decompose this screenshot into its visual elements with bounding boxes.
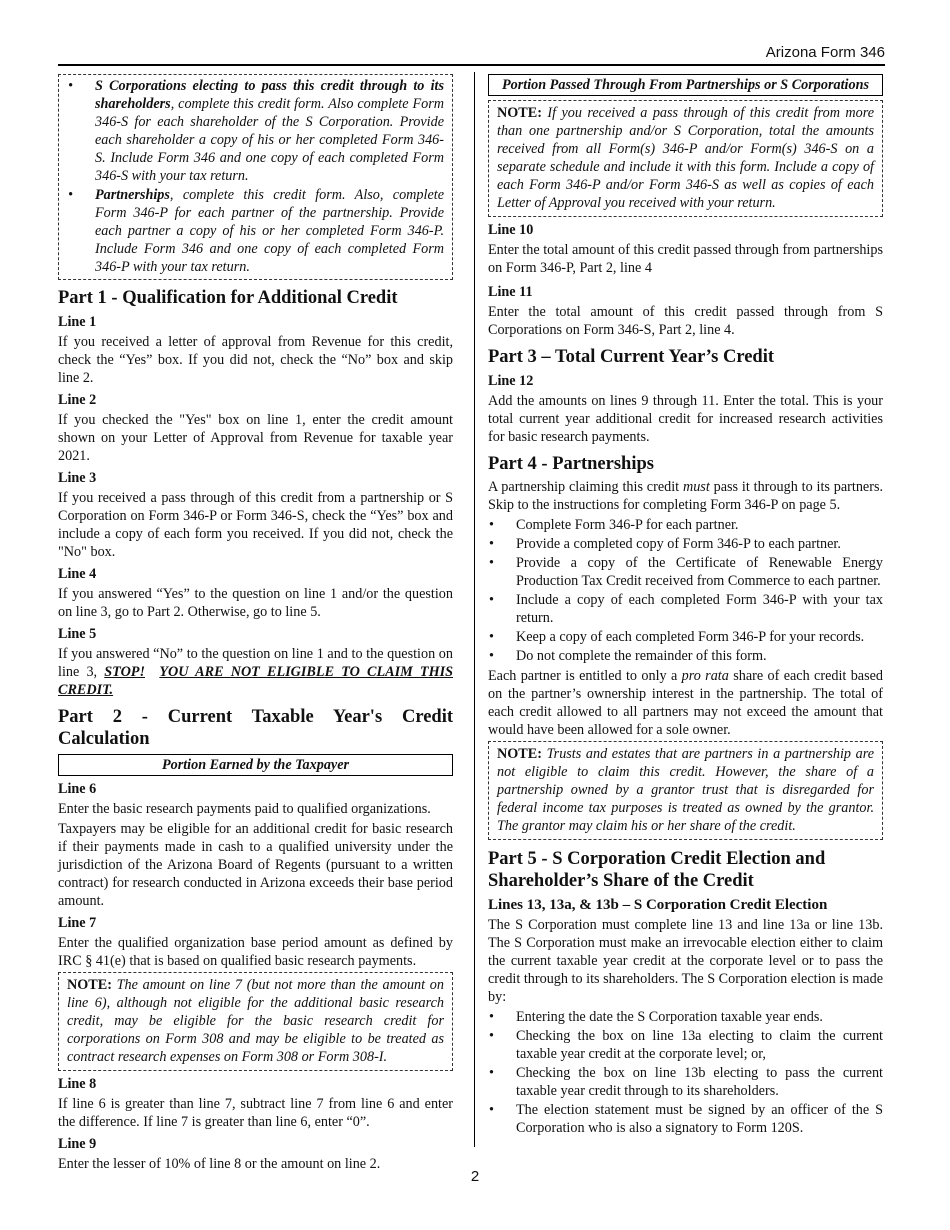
line8-text: If line 6 is greater than line 7, subtract line 7 from line 6 and enter the difference. If line 7 is greater than line 6, enter “0”. xyxy=(58,1096,453,1130)
line2-heading: Line 2 xyxy=(58,392,97,408)
note-text: Trusts and estates that are partners in a partnership are not eligible to claim this credit. However, the share of a partnership owned by a grantor trust that is disregarded for federal income tax purposes is treated as owned by the grantor. The grantor may claim his or her share of the credit. xyxy=(497,746,874,834)
part3-title: Part 3 – Total Current Year’s Credit xyxy=(488,347,775,367)
right-column xyxy=(488,74,883,1139)
list-item: • S Corporations electing to pass this credit through to its shareholders, complete this credit form. Also complete Form 346-S for each shareholder of the S Corporation. Provide each shareholder a copy of his or her completed Form 346-S. Include Form 346 and one copy of each completed Form 346-S with your tax return. xyxy=(67,77,444,185)
left-column xyxy=(58,74,453,1175)
list-item: • Do not complete the remainder of this form. xyxy=(488,647,883,665)
list-item: • Keep a copy of each completed Form 346-P for your records. xyxy=(488,628,883,646)
intro-bullet-list xyxy=(67,77,444,276)
line5-text: If you answered “No” to the question on line 1 and to the question on line 3, STOP! YOU ARE NOT ELIGIBLE TO CLAIM THIS CREDIT. xyxy=(58,646,454,698)
line12-heading: Line 12 xyxy=(488,373,534,389)
not-eligible-warning: YOU ARE NOT ELIGIBLE TO CLAIM THIS CREDIT. xyxy=(58,664,454,698)
line2-text: If you checked the "Yes" box on line 1, enter the credit amount shown on your Letter of Approval from Revenue for taxable year 2021. xyxy=(58,412,453,464)
line11-text: Enter the total amount of this credit passed through from S Corporations on Form 346-S, Part 2, line 4. xyxy=(488,304,883,338)
line5-heading: Line 5 xyxy=(58,626,97,642)
note-text: The amount on line 7 (but not more than the amount on line 6), although not eligible for the additional basic research credit, may be eligible for the basic research credit for corporations on Form 308 and may be eligible to be treated as contract research expenses on Form 308 or Form 308-I. xyxy=(67,977,444,1065)
portion-passed-banner: Portion Passed Through From Partnerships or S Corporations xyxy=(488,74,883,96)
line3-heading: Line 3 xyxy=(58,470,97,486)
form-title-header: Arizona Form 346 xyxy=(765,44,885,61)
list-item: • Complete Form 346-P for each partner. xyxy=(488,516,883,534)
page-number: 2 xyxy=(470,1168,480,1185)
list-item: • The election statement must be signed by an officer of the S Corporation who is also a signatory to Form 120S. xyxy=(488,1101,883,1137)
line9-text: Enter the lesser of 10% of line 8 or the amount on line 2. xyxy=(58,1156,381,1172)
part2-title: Part 2 - Current Taxable Year's Credit Calculation xyxy=(58,707,453,749)
list-item: • Entering the date the S Corporation taxable year ends. xyxy=(488,1008,883,1026)
lines13-heading: Lines 13, 13a, & 13b – S Corporation Credit Election xyxy=(488,897,828,913)
list-item: • Checking the box on line 13b electing to pass the current taxable year credit through to its shareholders. xyxy=(488,1064,883,1100)
note-box-line7 xyxy=(58,972,453,1071)
column-divider xyxy=(474,72,475,1147)
line6-text-detail: Taxpayers may be eligible for an additional credit for basic research if their payments made in cash to a qualified university under the jurisdiction of the Arizona Board of Regents (pursuant to a written contract) for research conducted in Arizona exceeds their base period amount. xyxy=(58,821,453,909)
list-item: • Include a copy of each completed Form 346-P with your tax return. xyxy=(488,591,883,627)
line9-heading: Line 9 xyxy=(58,1136,97,1152)
part1-title: Part 1 - Qualification for Additional Credit xyxy=(58,288,398,308)
line10-heading: Line 10 xyxy=(488,222,534,238)
portion-earned-banner: Portion Earned by the Taxpayer xyxy=(58,754,453,776)
line3-text: If you received a pass through of this credit from a partnership or S Corporation on Form 346-P or Form 346-S, check the “Yes” box and include a copy of each form you received. If you did not, check the "No" box. xyxy=(58,490,453,560)
line12-text: Add the amounts on lines 9 through 11. Enter the total. This is your total current year additional credit for increased research activities for basic research payments. xyxy=(488,393,883,445)
part4-share-text: Each partner is entitled to only a pro rata share of each credit based on the partner’s ownership interest in the partnership. The total of each credit allowed to all partners may not exceed the amount that would have been allowed for a sole owner. xyxy=(488,668,884,738)
part4-title: Part 4 - Partnerships xyxy=(488,454,654,474)
part5-title: Part 5 - S Corporation Credit Election and Shareholder’s Share of the Credit xyxy=(488,849,826,891)
lines13-text: The S Corporation must complete line 13 and line 13a or line 13b. The S Corporation must make an irrevocable election either to claim the current taxable year credit at the corporate level or to pass the credit through to its shareholders. The S Corporation election is made by: xyxy=(488,917,883,1005)
note-box-trusts xyxy=(488,741,883,840)
part4-intro: A partnership claiming this credit must pass it through to its partners. Skip to the instructions for completing Form 346-P on page 5. xyxy=(488,479,884,513)
note-box-passthrough xyxy=(488,100,883,217)
list-item: • Checking the box on line 13a electing to claim the current taxable year credit at the corporate level; or, xyxy=(488,1027,883,1063)
part4-bullet-list xyxy=(488,516,883,665)
line1-text: If you received a letter of approval from Revenue for this credit, check the “Yes” box. If you did not, check the “No” box and skip line 2. xyxy=(58,334,453,386)
stop-warning: STOP! xyxy=(104,664,145,680)
line7-heading: Line 7 xyxy=(58,915,97,931)
note-label: NOTE: xyxy=(497,105,542,121)
line1-heading: Line 1 xyxy=(58,314,97,330)
line6-heading: Line 6 xyxy=(58,781,97,797)
note-label: NOTE: xyxy=(497,746,542,762)
line8-heading: Line 8 xyxy=(58,1076,97,1092)
note-text: If you received a pass through of this credit from more than one partnership and/or S Corporation, total the amounts received from all Form(s) 346-P and/or Form(s) 346-S on a separate schedule and include it with this form. Include a copy of each Form 346-P and/or Form 346-S as well as copies of each Letter of Approval you received with your return. xyxy=(497,105,875,211)
line4-heading: Line 4 xyxy=(58,566,97,582)
part5-bullet-list xyxy=(488,1008,883,1137)
list-item: • Provide a completed copy of Form 346-P to each partner. xyxy=(488,535,883,553)
line6-text: Enter the basic research payments paid to qualified organizations. xyxy=(58,801,431,817)
list-item: • Provide a copy of the Certificate of Renewable Energy Production Tax Credit received from Commerce to each partner. xyxy=(488,554,883,590)
header-rule xyxy=(58,64,885,66)
note-label: NOTE: xyxy=(67,977,112,993)
list-item: • Partnerships, complete this credit form. Also, complete Form 346-P for each partner of the partnership. Provide each partner a copy of his or her completed Form 346-P. Include Form 346 and one copy of each completed Form 346-P with your tax return. xyxy=(67,186,444,276)
intro-box xyxy=(58,74,453,280)
line11-heading: Line 11 xyxy=(488,284,533,300)
line4-text: If you answered “Yes” to the question on line 1 and/or the question on line 3, go to Part 2. Otherwise, go to line 5. xyxy=(58,586,453,620)
line7-text: Enter the qualified organization base period amount as defined by IRC § 41(e) that is based on qualified basic research payments. xyxy=(58,935,453,969)
line10-text: Enter the total amount of this credit passed through from partnerships on Form 346-P, Part 2, line 4 xyxy=(488,242,883,276)
